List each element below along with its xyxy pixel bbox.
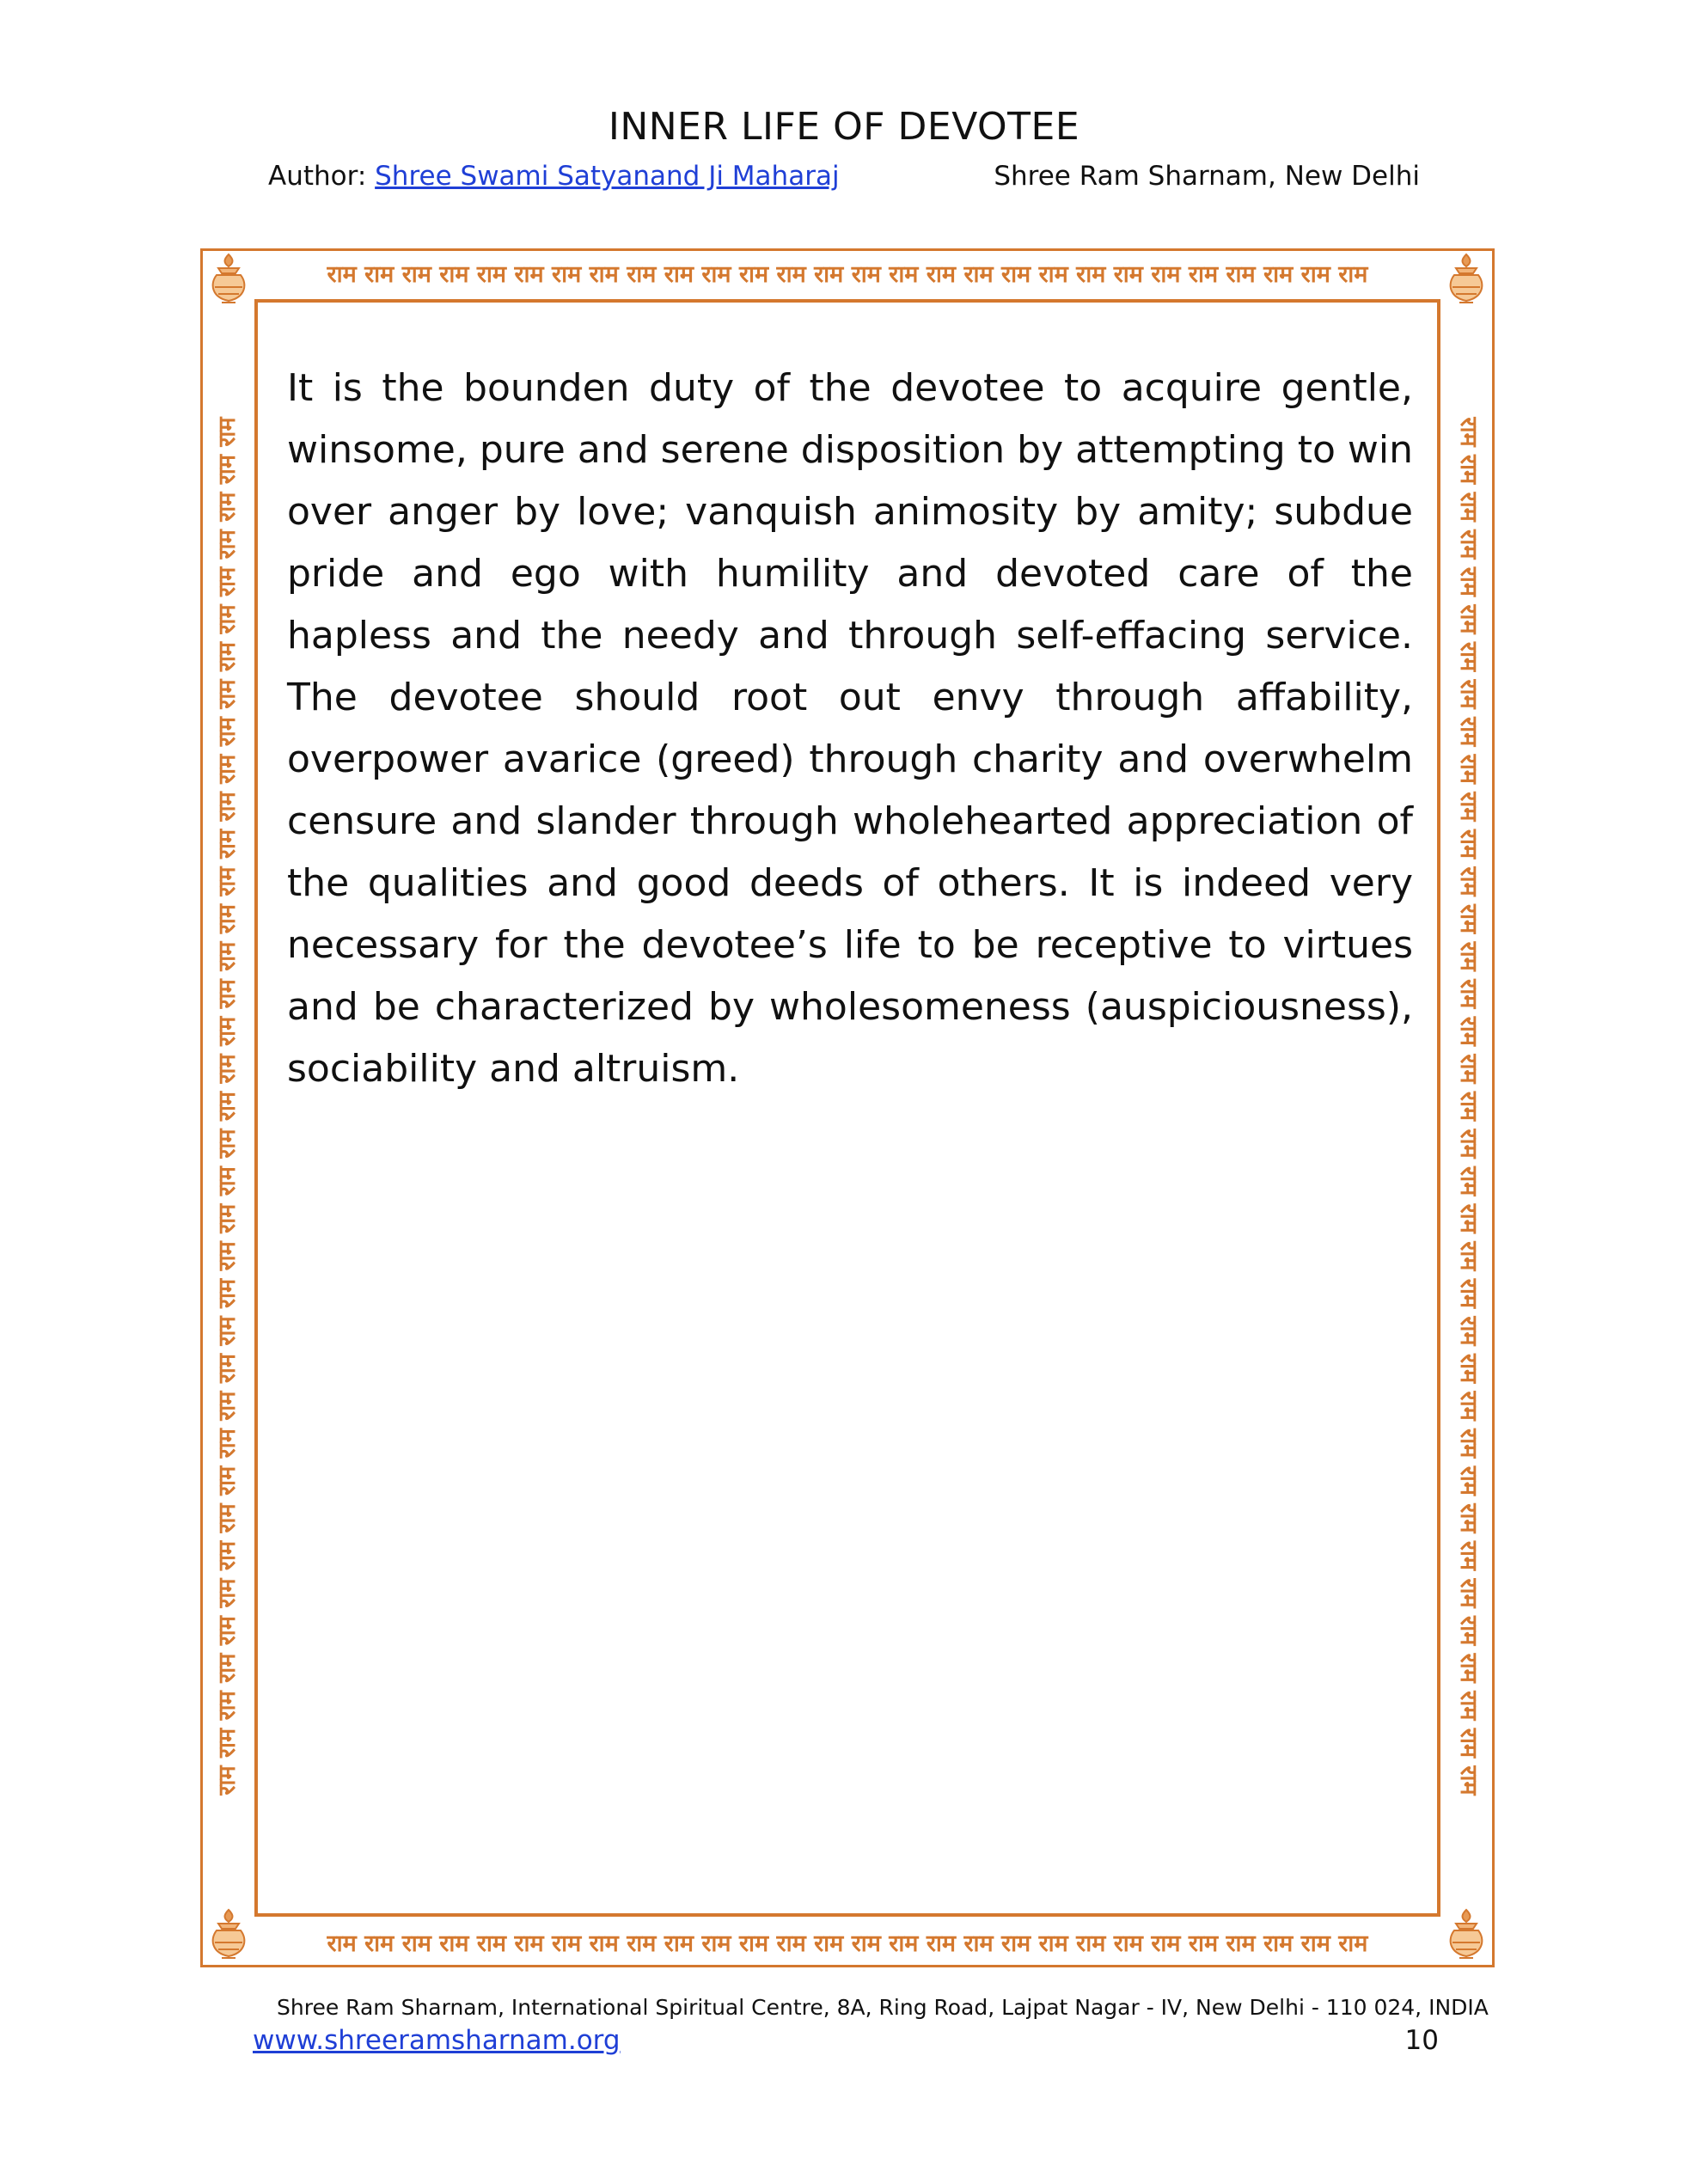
kalash-icon	[205, 1906, 253, 1961]
border-left-text: राम राम राम राम राम राम राम राम राम राम राम राम राम राम राम राम राम राम राम राम राम राम राम राम राम राम राम राम राम राम राम राम राम राम राम राम राम	[214, 417, 241, 1796]
border-bottom-text: राम राम राम राम राम राम राम राम राम राम राम राम राम राम राम राम राम राम राम राम राम राम राम राम राम राम राम राम	[327, 1930, 1368, 1957]
kalash-icon	[205, 251, 253, 306]
kalash-icon	[1442, 251, 1490, 306]
footer-address: Shree Ram Sharnam, International Spiritual Centre, 8A, Ring Road, Lajpat Nagar - IV, New Delhi - 110 024, INDIA	[277, 1995, 1489, 2020]
header-row	[268, 155, 1420, 198]
page-number: 10	[1404, 2025, 1439, 2056]
border-right-band	[1449, 327, 1487, 1886]
border-right-text: राम राम राम राम राम राम राम राम राम राम राम राम राम राम राम राम राम राम राम राम राम राम राम राम राम राम राम राम राम राम राम राम राम राम राम राम राम	[1455, 417, 1482, 1796]
author-label: Author:	[268, 161, 376, 192]
body-paragraph: It is the bounden duty of the devotee to acquire gentle, winsome, pure and serene disposition by attempting to win over anger by love; vanquish animosity by amity; subdue pride and ego with humility and devoted care of the hapless and the needy and through self-effacing service. The devotee should root out envy through affability, overpower avarice (greed) through charity and overwhelm censure and slander through wholehearted appreciation of the qualities and good deeds of others. It is indeed very necessary for the devotee’s life to be receptive to virtues and be characterized by wholesomeness (auspiciousness), sociability and altruism.	[287, 366, 1413, 1091]
website-link[interactable]: www.shreeramsharnam.org	[253, 2025, 621, 2056]
kalash-icon	[1442, 1906, 1490, 1961]
border-top-text: राम राम राम राम राम राम राम राम राम राम राम राम राम राम राम राम राम राम राम राम राम राम राम राम राम राम राम राम	[327, 261, 1368, 288]
border-left-band	[209, 327, 247, 1886]
organization-name: Shree Ram Sharnam, New Delhi	[994, 161, 1420, 192]
author-link[interactable]: Shree Swami Satyanand Ji Maharaj	[375, 161, 840, 192]
page-title: INNER LIFE OF DEVOTEE	[608, 105, 1080, 149]
